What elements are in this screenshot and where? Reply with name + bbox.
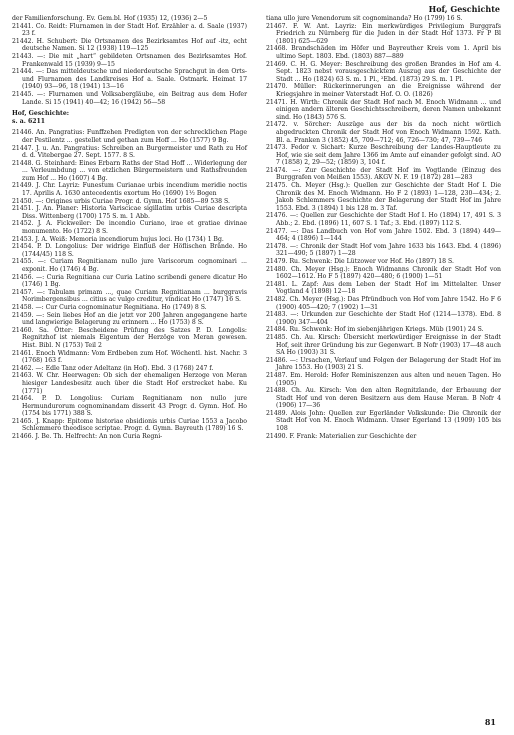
bibliography-entry: 21472. v. Sörcher: Auszüge aus der bis da noch nicht wörtlich abgedruckten Chronik der Stadt Hof von Enoch Widmann 1592. Kath. Bl. a. Franken 3 (1852) 45, 709—712; 46, 726—730; 47, 739—746 <box>266 121 501 144</box>
bibliography-entry: 21453. J. A. Weiß: Memoria incendiorum hujus loci. Ho (1734) 1 Bg. <box>12 235 224 243</box>
left-column <box>12 15 247 441</box>
bibliography-entry: 21445. —: Flurnamen und Volksabergläube, ein Beitrag aus dem Hofer Lande. Si 15 (1941) 40—42; 16 (1942) 56—58 <box>12 90 247 106</box>
bibliography-entry: 21462. —: Edle Tanz oder Adeltanz (in Hof). Ebd. 3 (1768) 247 f. <box>12 364 214 372</box>
bibliography-entry: 21463. W. Chr. Heerwagen: Ob sich der ehemaligen Herzoge von Meran hiesiger Landesbesitz auch über die Stadt Hof erstrecket habe. Ku (1771) <box>12 372 247 395</box>
bibliography-entry: 21477. —: Das Landbuch von Hof vom Jahre 1502. Ebd. 3 (1894) 449—464; 4 (1896) 1—144 <box>266 227 501 243</box>
bibliography-entry: 21455. —: Curiam Regnitianam nullo jure Variscorum cognominari ... exponit. Ho (1746) 4 Bg. <box>12 258 247 273</box>
section-heading: Hof, Geschichte: <box>12 110 70 118</box>
bibliography-entry: 21444. —: Das mitteldeutsche und niederdeutsche Sprachgut in den Orts- und Flurnamen des Landkreises Hof a. Saale. Ostmark. Heimat 17 (1940) 93—96, 18 (1941) 13—16 <box>12 68 247 91</box>
bibliography-entry: 21474. —: Zur Geschichte der Stadt Hof im Vogtlande (Einzug des Burggrafen von Meißen 1553). AKGV N. F. 19 (1872) 281—283 <box>266 166 501 182</box>
bibliography-entry: 21457. —: Tabulam primam ..., quae Curiam Regnitianam ... burggravis Norimbergensibus ... citius ac vulgo creditur, vindicat Ho (1747) 16 S. <box>12 288 247 304</box>
bibliography-entry: 21442. H. Schubert: Die Ortsnamen des Bezirksamtes Hof auf -itz, echt deutsche Namen. Si 12 (1938) 119—125 <box>12 37 247 53</box>
bibliography-entry: 21458. —: Cur Curia cognominatur Regnitiana. Ho (1749) 8 S. <box>12 303 207 311</box>
bibliography-entry: 21443. —: Die mit „hart“ gebildeten Ortsnamen des Bezirksamtes Hof. Frankenwald 15 (1939) 9—15 <box>12 52 247 68</box>
page-number: 81 <box>484 717 496 727</box>
bibliography-entry: 21450. —: Origines urbis Curiae Progr. d. Gymn. Hof 1685—89 538 S. <box>12 197 230 205</box>
bibliography-entry: 21475. Ch. Meyer (Hsg.): Quellen zur Geschichte der Stadt Hof I. Die Chronik des M. Enoch Widmann. Ho F 2 (1893) 1—128, 230—434; 2. Jakob Schlemmers Geschichte der Belagerung der Stadt Hof im Jahre 1553. Ebd. 3 (1894) 1 bis 128 m. 3 Taf. <box>266 182 501 212</box>
bibliography-entry: 21483. —: Urkunden zur Geschichte der Stadt Hof (1214—1378). Ebd. 8 (1900) 347—404 <box>266 311 501 326</box>
bibliography-entry: 21487. Em. Herold: Hofer Reminiszenzen aus alten und neuen Tagen. Ho (1905) <box>266 371 501 387</box>
bibliography-entry: 21464. P. D. Longolius: Curiam Regnitianam non nullo jure Hermundurorum cognominandam disserit 43 Progr. d. Gymn. Hof. Ho (1754 bis 1771) 388 S. <box>12 395 247 418</box>
bibliography-entry: 21484. Ru. Schwenk: Hof im siebenjährigen Kriegs. Müb (1901) 24 S. <box>266 326 484 334</box>
bibliography-entry: 21456. —: Curia Regnitiana cur Curia Latino scribendi genere dicatur Ho (1746) 1 Bg. <box>12 273 247 289</box>
bibliography-entry: tiana ullo jure Venendorum sit cognominanda? Ho (1799) 16 S. <box>266 15 463 22</box>
bibliography-entry: 21441. Co. Reidt: Flurnamen in der Stadt Hof. Erzähler a. d. Saale (1937) 23 f. <box>12 22 247 38</box>
bibliography-entry: 21448. G. Steinhard: Eines Erbarn Raths der Stad Hoff ... Widerlegung der ... Verleumbdung ... von etzlichen Bürgermeistern und Rathsfreunden zum Hof ... Ho (1607) 4 Bg. <box>12 159 247 182</box>
bibliography-entry: 21452. J. A. Fickweiler: De incendio Curiano, irae et gratiae divinae monumento. Ho (1722) 8 S. <box>12 220 247 236</box>
bibliography-entry: 21460. Sa. Ötter: Bescheidene Prüfung des Satzes P. D. Longolis: Regnitzhof ist niemals Eigentum der Herzöge von Meran gewesen. Hist. Bibl. N (1753) Teil 2 <box>12 326 247 349</box>
bibliography-entry: 21461. Enoch Widmann: Vom Erdbeben zum Hof. Wöchentl. hist. Nachr. 3 (1768) 163 f. <box>12 349 247 365</box>
bibliography-entry: 21485. Ch. Au. Kirsch: Übersicht merkwürdiger Ereignisse in der Stadt Hof, seit ihrer Gründung bis zur Gegenwart. B Nofr (1903) 17—48 auch SA Ho (1903) 31 S. <box>266 333 501 357</box>
bibliography-entry: 21470. Müller: Rückerinnerungen an die Ereignisse während der Kriegsjahre in meiner Vaterstadt Hof. O. O. (1826) <box>266 83 501 98</box>
bibliography-entry: 21454. P. D. Longolius: Der widrige Einfluß der Höflischen Brände. Ho (1744/45) 118 S. <box>12 243 247 258</box>
bibliography-entry: 21486. —: Ursachen, Verlauf und Folgen der Belagerung der Stadt Hof im Jahre 1553. Ho (1903) 21 S. <box>266 356 501 372</box>
bibliography-entry: 21468. Brandschäden im Höfer und Bayreuther Kreis vom 1. April bis ultimo Sept. 1803. Ebd. (1803) 887—889 <box>266 45 501 60</box>
section-heading: s. a. 6211 <box>12 117 46 125</box>
page-header: Hof, Geschichte <box>428 4 500 14</box>
bibliography-entry: 21467. F. W. Ant. Layriz: Ein merkwürdiges Privilegium Burggrafs Friedrich zu Nürnberg für die Juden in der Stadt Hof 1373. Fr P Bl (1801) 625—629 <box>266 22 501 45</box>
bibliography-entry: 21469. C. H. G. Meyer: Beschreibung des großen Brandes in Hof am 4. Sept. 1823 nebst vorausgeschicktem Auszug aus der Geschichte der Stadt ... Ho (1824) 63 S. m. 1 Pl., ²Ebd. (1873) 29 S. m. 1 Pl. <box>266 60 501 83</box>
bibliography-entry: 21465. J. Knapp: Epitome historiae obsidionis urbis Curiae 1553 a Jacobo Schlemmero theodisce scriptae. Progr. d. Gymn. Bayreuth (1789) 16 S. <box>12 417 247 433</box>
bibliography-entry: 21481. L. Zapf: Aus dem Leben der Stadt Hof im Mittelalter. Unser Vogtland 4 (1898) 12—18 <box>266 280 501 296</box>
bibliography-entry: der Familienforschung. Ev. Gem.bl. Hof (1935) 12, (1936) 2—5 <box>12 15 208 22</box>
bibliography-entry: 21466. J. Be. Th. Helfrecht: An non Curia Regni- <box>12 433 163 441</box>
bibliography-entry: 21449. J. Chr. Layriz: Funestum Curianae urbis incendium meridie noctis 17. Aprilis A. 1630 antecedentis exortum Ho (1690) 1½ Bogen <box>12 182 247 198</box>
bibliography-entry: 21473. Fedor v. Sichart: Kurze Beschreibung der Landes-Hauptleute zu Hof, wie sie seit dem Jahre 1366 im Amte auf einander gefolgt sind. AO 7 (1858) 2, 29—52; (1859) 3, 104 f. <box>266 144 501 167</box>
bibliography-entry: 21459. —: Sein liebes Hof an die jetzt vor 200 Jahren angegangene harte und langwierige Belagerung zu erinnern ... Ho (1753) 8 S. <box>12 311 247 327</box>
bibliography-entry: 21471. H. Wirth: Chronik der Stadt Hof nach M. Enoch Widmann ... und einigen andern älteren Geschichtsschreibern, deren Namen unbekannt sind. Ho (1843) 576 S. <box>266 98 501 121</box>
bibliography-entry: 21480. Ch. Meyer (Hsg.): Enoch Widmanns Chronik der Stadt Hof von 1602—1612. Ho F 5 (1897) 420—480; 6 (1900) 1—51 <box>266 265 501 281</box>
bibliography-entry: 21482. Ch. Meyer (Hsg.): Das Pfründbuch von Hof vom Jahre 1542. Ho F 6 (1900) 405—420; 7 (1902) 1—31 <box>266 295 501 311</box>
bibliography-entry: 21476. —: Quellen zur Geschichte der Stadt Hof I. Ho (1894) 17, 491 S. 3 Abb.; 2. Ebd. (1896) 11, 607 S. 1 Taf.; 3. Ebd. (1897) 112 S. <box>266 212 501 228</box>
right-column <box>266 15 501 440</box>
bibliography-entry: 21479. Ru. Schwenk: Die Lützower vor Hof. Ho (1897) 18 S. <box>266 258 454 265</box>
bibliography-entry: 21489. Alois John: Quellen zur Egerländer Volkskunde: Die Chronik der Stadt Hof von M. Enoch Widmann. Unser Egerland 13 (1909) 105 bis 108 <box>266 409 501 433</box>
bibliography-entry: 21446. An. Pangratius: Funffzehen Predigten von der schrecklichen Plage der Pestilentz ... gestellet und gethan zum Hoff ... Ho (1577) 9 Bg. <box>12 129 247 144</box>
bibliography-entry: 21488. Ch. Au. Kirsch: Von den alten Regnitzlande, der Erbauung der Stadt Hof und von deren Besitzern aus dem Hause Meran. B Nofr 4 (1906) 17—36 <box>266 387 501 410</box>
bibliography-entry: 21451. J. An. Planer: Historia Variscicae sigillatim urbis Curiae descripta Diss. Wittenberg (1700) 175 S. m. 1 Abb. <box>12 205 247 220</box>
bibliography-entry: 21447. J. u. An. Pangratius: Schreiben an Burgermeister und Rath zu Hof d. d. Vitebergae 27. Sept. 1577. 8 S. <box>12 144 247 160</box>
bibliography-entry: 21490. F. Frank: Materialien zur Geschichte der <box>266 432 417 440</box>
bibliography-entry: 21478. —: Chronik der Stadt Hof vom Jahre 1633 bis 1643. Ebd. 4 (1896) 321—490; 5 (1897) 1—28 <box>266 242 501 258</box>
